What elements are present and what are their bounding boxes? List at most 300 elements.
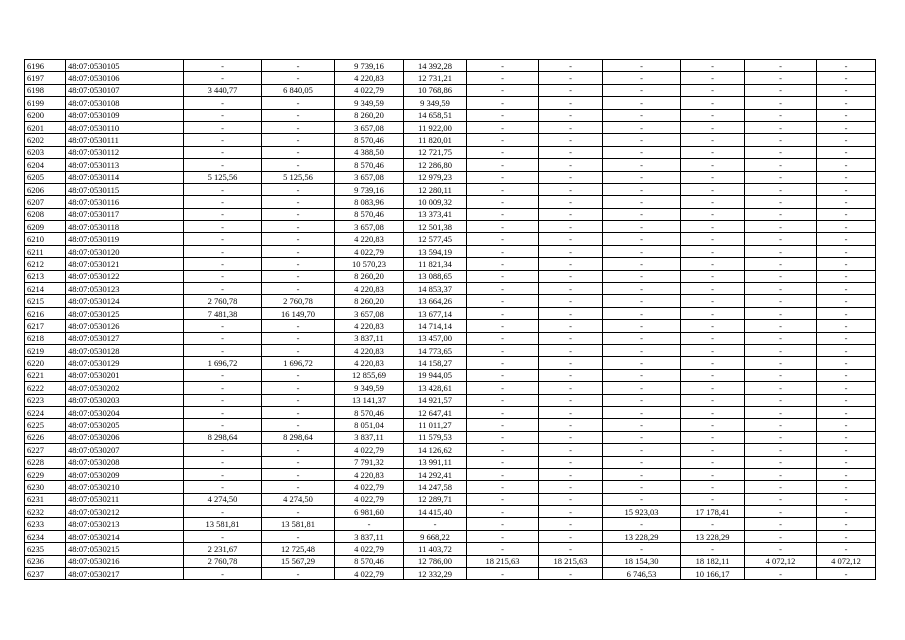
- value-col-4-cell: -: [262, 382, 335, 394]
- row-number-cell: 6210: [25, 233, 66, 245]
- value-col-4-cell: -: [262, 332, 335, 344]
- value-col-11-cell: -: [745, 221, 817, 233]
- value-col-11-cell: -: [745, 357, 817, 369]
- value-col-4-cell: 4 274,50: [262, 493, 335, 505]
- value-col-11-cell: -: [745, 344, 817, 356]
- value-col-7-cell: -: [467, 159, 539, 171]
- value-col-10-cell: -: [681, 134, 745, 146]
- value-col-7-cell: -: [467, 481, 539, 493]
- value-col-5-cell: 4 220,83: [335, 283, 404, 295]
- value-col-7-cell: -: [467, 233, 539, 245]
- value-col-4-cell: -: [262, 121, 335, 133]
- value-col-4-cell: -: [262, 60, 335, 72]
- value-col-9-cell: -: [603, 295, 681, 307]
- value-col-6-cell: 11 011,27: [404, 419, 467, 431]
- value-col-7-cell: -: [467, 431, 539, 443]
- value-col-8-cell: -: [539, 245, 603, 257]
- value-col-12-cell: -: [817, 369, 876, 381]
- value-col-8-cell: -: [539, 134, 603, 146]
- value-col-8-cell: -: [539, 283, 603, 295]
- table-row: [25, 530, 876, 542]
- value-col-3-cell: 2 760,78: [184, 555, 262, 567]
- value-col-9-cell: -: [603, 369, 681, 381]
- value-col-3-cell: -: [184, 468, 262, 480]
- value-col-6-cell: 11 821,34: [404, 258, 467, 270]
- value-col-11-cell: -: [745, 406, 817, 418]
- value-col-6-cell: 14 853,37: [404, 283, 467, 295]
- value-col-11-cell: -: [745, 543, 817, 555]
- value-col-3-cell: -: [184, 270, 262, 282]
- value-col-12-cell: -: [817, 431, 876, 443]
- value-col-6-cell: 12 280,11: [404, 183, 467, 195]
- value-col-7-cell: -: [467, 146, 539, 158]
- value-col-4-cell: -: [262, 109, 335, 121]
- value-col-7-cell: -: [467, 394, 539, 406]
- value-col-3-cell: -: [184, 159, 262, 171]
- value-col-12-cell: -: [817, 159, 876, 171]
- value-col-9-cell: -: [603, 97, 681, 109]
- value-col-12-cell: -: [817, 97, 876, 109]
- value-col-6-cell: 14 415,40: [404, 506, 467, 518]
- value-col-9-cell: 6 746,53: [603, 568, 681, 580]
- value-col-12-cell: -: [817, 109, 876, 121]
- value-col-8-cell: -: [539, 456, 603, 468]
- value-col-10-cell: -: [681, 121, 745, 133]
- table-row: [25, 369, 876, 381]
- cadastral-number-cell: 48:07:0530116: [66, 196, 184, 208]
- row-number-cell: 6237: [25, 568, 66, 580]
- value-col-6-cell: 14 658,51: [404, 109, 467, 121]
- value-col-10-cell: -: [681, 493, 745, 505]
- table-row: [25, 344, 876, 356]
- value-col-5-cell: 4 388,50: [335, 146, 404, 158]
- row-number-cell: 6234: [25, 530, 66, 542]
- value-col-11-cell: -: [745, 506, 817, 518]
- value-col-7-cell: -: [467, 295, 539, 307]
- value-col-10-cell: -: [681, 307, 745, 319]
- table-row: [25, 109, 876, 121]
- value-col-7-cell: -: [467, 468, 539, 480]
- value-col-3-cell: -: [184, 406, 262, 418]
- value-col-9-cell: -: [603, 406, 681, 418]
- value-col-5-cell: 4 022,79: [335, 493, 404, 505]
- value-col-10-cell: -: [681, 270, 745, 282]
- table-row: [25, 258, 876, 270]
- value-col-5-cell: 8 051,04: [335, 419, 404, 431]
- value-col-12-cell: -: [817, 394, 876, 406]
- value-col-7-cell: -: [467, 84, 539, 96]
- cadastral-number-cell: 48:07:0530110: [66, 121, 184, 133]
- value-col-5-cell: 4 022,79: [335, 543, 404, 555]
- value-col-3-cell: -: [184, 481, 262, 493]
- cadastral-number-cell: 48:07:0530207: [66, 444, 184, 456]
- value-col-9-cell: -: [603, 60, 681, 72]
- value-col-8-cell: -: [539, 171, 603, 183]
- value-col-12-cell: -: [817, 382, 876, 394]
- value-col-8-cell: -: [539, 196, 603, 208]
- cadastral-number-cell: 48:07:0530209: [66, 468, 184, 480]
- cadastral-number-cell: 48:07:0530213: [66, 518, 184, 530]
- value-col-5-cell: 10 570,23: [335, 258, 404, 270]
- value-col-9-cell: -: [603, 233, 681, 245]
- value-col-11-cell: -: [745, 283, 817, 295]
- value-col-10-cell: -: [681, 357, 745, 369]
- row-number-cell: 6230: [25, 481, 66, 493]
- value-col-6-cell: 12 332,29: [404, 568, 467, 580]
- value-col-7-cell: -: [467, 307, 539, 319]
- value-col-5-cell: 9 349,59: [335, 382, 404, 394]
- value-col-9-cell: -: [603, 183, 681, 195]
- cadastral-number-cell: 48:07:0530201: [66, 369, 184, 381]
- value-col-12-cell: -: [817, 468, 876, 480]
- value-col-6-cell: 13 991,11: [404, 456, 467, 468]
- value-col-7-cell: -: [467, 97, 539, 109]
- row-number-cell: 6214: [25, 283, 66, 295]
- value-col-8-cell: -: [539, 233, 603, 245]
- value-col-4-cell: 5 125,56: [262, 171, 335, 183]
- row-number-cell: 6215: [25, 295, 66, 307]
- cadastral-number-cell: 48:07:0530128: [66, 344, 184, 356]
- value-col-7-cell: -: [467, 196, 539, 208]
- table-row: [25, 245, 876, 257]
- value-col-7-cell: -: [467, 171, 539, 183]
- cadastral-number-cell: 48:07:0530111: [66, 134, 184, 146]
- cadastral-number-cell: 48:07:0530117: [66, 208, 184, 220]
- value-col-3-cell: 1 696,72: [184, 357, 262, 369]
- value-col-9-cell: -: [603, 357, 681, 369]
- value-col-4-cell: -: [262, 196, 335, 208]
- cadastral-number-cell: 48:07:0530105: [66, 60, 184, 72]
- value-col-10-cell: -: [681, 431, 745, 443]
- value-col-4-cell: 13 581,81: [262, 518, 335, 530]
- value-col-12-cell: -: [817, 121, 876, 133]
- value-col-8-cell: -: [539, 344, 603, 356]
- value-col-4-cell: -: [262, 233, 335, 245]
- value-col-10-cell: -: [681, 159, 745, 171]
- value-col-9-cell: -: [603, 283, 681, 295]
- value-col-11-cell: -: [745, 332, 817, 344]
- value-col-7-cell: -: [467, 543, 539, 555]
- value-col-9-cell: -: [603, 332, 681, 344]
- value-col-9-cell: -: [603, 221, 681, 233]
- value-col-7-cell: -: [467, 283, 539, 295]
- value-col-12-cell: -: [817, 344, 876, 356]
- value-col-8-cell: -: [539, 84, 603, 96]
- value-col-5-cell: 8 260,20: [335, 295, 404, 307]
- value-col-5-cell: 4 220,83: [335, 72, 404, 84]
- value-col-11-cell: -: [745, 146, 817, 158]
- value-col-8-cell: -: [539, 481, 603, 493]
- value-col-3-cell: -: [184, 109, 262, 121]
- value-col-3-cell: 5 125,56: [184, 171, 262, 183]
- row-number-cell: 6204: [25, 159, 66, 171]
- row-number-cell: 6212: [25, 258, 66, 270]
- value-col-3-cell: -: [184, 394, 262, 406]
- value-col-3-cell: -: [184, 283, 262, 295]
- value-col-11-cell: -: [745, 196, 817, 208]
- value-col-7-cell: -: [467, 382, 539, 394]
- value-col-4-cell: -: [262, 258, 335, 270]
- value-col-5-cell: 4 022,79: [335, 84, 404, 96]
- value-col-9-cell: -: [603, 468, 681, 480]
- value-col-8-cell: -: [539, 568, 603, 580]
- row-number-cell: 6202: [25, 134, 66, 146]
- value-col-8-cell: -: [539, 307, 603, 319]
- value-col-3-cell: -: [184, 208, 262, 220]
- value-col-4-cell: -: [262, 134, 335, 146]
- cadastral-number-cell: 48:07:0530214: [66, 530, 184, 542]
- value-col-8-cell: -: [539, 332, 603, 344]
- cadastral-number-cell: 48:07:0530118: [66, 221, 184, 233]
- value-col-6-cell: 19 944,05: [404, 369, 467, 381]
- value-col-7-cell: -: [467, 320, 539, 332]
- value-col-7-cell: -: [467, 456, 539, 468]
- value-col-4-cell: -: [262, 344, 335, 356]
- value-col-6-cell: 13 088,65: [404, 270, 467, 282]
- table-row: [25, 270, 876, 282]
- value-col-8-cell: -: [539, 530, 603, 542]
- value-col-12-cell: -: [817, 493, 876, 505]
- value-col-6-cell: 14 773,65: [404, 344, 467, 356]
- value-col-6-cell: 13 677,14: [404, 307, 467, 319]
- value-col-4-cell: -: [262, 568, 335, 580]
- value-col-10-cell: -: [681, 419, 745, 431]
- value-col-12-cell: -: [817, 406, 876, 418]
- value-col-11-cell: -: [745, 97, 817, 109]
- value-col-11-cell: -: [745, 518, 817, 530]
- value-col-5-cell: 8 570,46: [335, 406, 404, 418]
- value-col-12-cell: -: [817, 60, 876, 72]
- value-col-12-cell: -: [817, 72, 876, 84]
- value-col-12-cell: -: [817, 543, 876, 555]
- row-number-cell: 6207: [25, 196, 66, 208]
- row-number-cell: 6208: [25, 208, 66, 220]
- value-col-6-cell: 13 457,00: [404, 332, 467, 344]
- value-col-11-cell: -: [745, 84, 817, 96]
- value-col-3-cell: -: [184, 568, 262, 580]
- cadastral-number-cell: 48:07:0530107: [66, 84, 184, 96]
- value-col-8-cell: -: [539, 183, 603, 195]
- data-table: [24, 59, 876, 580]
- value-col-3-cell: -: [184, 444, 262, 456]
- value-col-3-cell: -: [184, 221, 262, 233]
- value-col-10-cell: -: [681, 283, 745, 295]
- value-col-5-cell: 7 791,32: [335, 456, 404, 468]
- value-col-5-cell: 3 657,08: [335, 121, 404, 133]
- value-col-8-cell: -: [539, 320, 603, 332]
- value-col-9-cell: -: [603, 493, 681, 505]
- value-col-3-cell: 4 274,50: [184, 493, 262, 505]
- value-col-8-cell: -: [539, 369, 603, 381]
- value-col-12-cell: -: [817, 320, 876, 332]
- value-col-9-cell: -: [603, 134, 681, 146]
- value-col-11-cell: -: [745, 159, 817, 171]
- value-col-12-cell: -: [817, 221, 876, 233]
- value-col-5-cell: 8 260,20: [335, 109, 404, 121]
- value-col-9-cell: -: [603, 208, 681, 220]
- row-number-cell: 6226: [25, 431, 66, 443]
- value-col-3-cell: -: [184, 506, 262, 518]
- value-col-12-cell: -: [817, 270, 876, 282]
- value-col-12-cell: -: [817, 332, 876, 344]
- value-col-8-cell: -: [539, 159, 603, 171]
- value-col-3-cell: 7 481,38: [184, 307, 262, 319]
- cadastral-number-cell: 48:07:0530129: [66, 357, 184, 369]
- value-col-11-cell: -: [745, 245, 817, 257]
- row-number-cell: 6236: [25, 555, 66, 567]
- value-col-12-cell: -: [817, 444, 876, 456]
- value-col-5-cell: 4 022,79: [335, 245, 404, 257]
- value-col-6-cell: -: [404, 518, 467, 530]
- value-col-7-cell: -: [467, 344, 539, 356]
- value-col-9-cell: -: [603, 196, 681, 208]
- value-col-9-cell: -: [603, 481, 681, 493]
- value-col-10-cell: -: [681, 258, 745, 270]
- value-col-10-cell: 10 166,17: [681, 568, 745, 580]
- table-row: [25, 332, 876, 344]
- value-col-9-cell: 15 923,03: [603, 506, 681, 518]
- row-number-cell: 6220: [25, 357, 66, 369]
- value-col-7-cell: 18 215,63: [467, 555, 539, 567]
- value-col-7-cell: -: [467, 419, 539, 431]
- value-col-4-cell: -: [262, 283, 335, 295]
- value-col-8-cell: 18 215,63: [539, 555, 603, 567]
- value-col-4-cell: -: [262, 444, 335, 456]
- value-col-6-cell: 14 392,28: [404, 60, 467, 72]
- value-col-12-cell: -: [817, 208, 876, 220]
- value-col-3-cell: -: [184, 97, 262, 109]
- table-row: [25, 159, 876, 171]
- value-col-6-cell: 14 247,58: [404, 481, 467, 493]
- value-col-11-cell: -: [745, 233, 817, 245]
- value-col-4-cell: -: [262, 369, 335, 381]
- value-col-11-cell: -: [745, 208, 817, 220]
- table-row: [25, 283, 876, 295]
- value-col-9-cell: -: [603, 431, 681, 443]
- value-col-9-cell: -: [603, 84, 681, 96]
- value-col-10-cell: -: [681, 518, 745, 530]
- value-col-4-cell: 8 298,64: [262, 431, 335, 443]
- value-col-11-cell: 4 072,12: [745, 555, 817, 567]
- value-col-7-cell: -: [467, 221, 539, 233]
- value-col-12-cell: -: [817, 456, 876, 468]
- value-col-7-cell: -: [467, 109, 539, 121]
- row-number-cell: 6209: [25, 221, 66, 233]
- value-col-6-cell: 10 768,86: [404, 84, 467, 96]
- value-col-11-cell: -: [745, 307, 817, 319]
- value-col-4-cell: -: [262, 506, 335, 518]
- value-col-4-cell: -: [262, 406, 335, 418]
- value-col-12-cell: -: [817, 419, 876, 431]
- table-row: [25, 307, 876, 319]
- value-col-5-cell: 13 141,37: [335, 394, 404, 406]
- value-col-6-cell: 11 820,01: [404, 134, 467, 146]
- value-col-7-cell: -: [467, 258, 539, 270]
- table-body: [25, 60, 876, 580]
- value-col-10-cell: -: [681, 72, 745, 84]
- row-number-cell: 6203: [25, 146, 66, 158]
- value-col-8-cell: -: [539, 146, 603, 158]
- value-col-3-cell: -: [184, 134, 262, 146]
- value-col-10-cell: -: [681, 444, 745, 456]
- cadastral-number-cell: 48:07:0530114: [66, 171, 184, 183]
- cadastral-number-cell: 48:07:0530217: [66, 568, 184, 580]
- value-col-3-cell: -: [184, 369, 262, 381]
- value-col-6-cell: 12 786,00: [404, 555, 467, 567]
- row-number-cell: 6206: [25, 183, 66, 195]
- value-col-3-cell: -: [184, 456, 262, 468]
- value-col-8-cell: -: [539, 506, 603, 518]
- value-col-3-cell: -: [184, 196, 262, 208]
- cadastral-number-cell: 48:07:0530124: [66, 295, 184, 307]
- value-col-9-cell: -: [603, 344, 681, 356]
- value-col-11-cell: -: [745, 530, 817, 542]
- value-col-10-cell: -: [681, 295, 745, 307]
- value-col-11-cell: -: [745, 468, 817, 480]
- table-row: [25, 196, 876, 208]
- value-col-5-cell: 4 022,79: [335, 444, 404, 456]
- table-row: [25, 60, 876, 72]
- value-col-6-cell: 12 286,80: [404, 159, 467, 171]
- value-col-11-cell: -: [745, 134, 817, 146]
- value-col-8-cell: -: [539, 468, 603, 480]
- value-col-4-cell: -: [262, 530, 335, 542]
- value-col-7-cell: -: [467, 369, 539, 381]
- table-row: [25, 506, 876, 518]
- value-col-8-cell: -: [539, 60, 603, 72]
- value-col-5-cell: 8 260,20: [335, 270, 404, 282]
- cadastral-number-cell: 48:07:0530127: [66, 332, 184, 344]
- value-col-5-cell: 8 570,46: [335, 555, 404, 567]
- value-col-10-cell: -: [681, 146, 745, 158]
- value-col-4-cell: -: [262, 208, 335, 220]
- value-col-12-cell: -: [817, 518, 876, 530]
- value-col-8-cell: -: [539, 493, 603, 505]
- value-col-8-cell: -: [539, 295, 603, 307]
- value-col-3-cell: 2 760,78: [184, 295, 262, 307]
- row-number-cell: 6223: [25, 394, 66, 406]
- value-col-8-cell: -: [539, 543, 603, 555]
- value-col-5-cell: 8 570,46: [335, 159, 404, 171]
- value-col-9-cell: -: [603, 146, 681, 158]
- value-col-6-cell: 11 579,53: [404, 431, 467, 443]
- value-col-11-cell: -: [745, 60, 817, 72]
- value-col-3-cell: -: [184, 183, 262, 195]
- value-col-12-cell: -: [817, 196, 876, 208]
- value-col-6-cell: 12 577,45: [404, 233, 467, 245]
- value-col-9-cell: -: [603, 121, 681, 133]
- value-col-5-cell: 9 739,16: [335, 60, 404, 72]
- value-col-9-cell: -: [603, 419, 681, 431]
- value-col-11-cell: -: [745, 456, 817, 468]
- value-col-12-cell: -: [817, 357, 876, 369]
- value-col-8-cell: -: [539, 208, 603, 220]
- value-col-6-cell: 12 731,21: [404, 72, 467, 84]
- value-col-10-cell: -: [681, 109, 745, 121]
- value-col-8-cell: -: [539, 97, 603, 109]
- value-col-7-cell: -: [467, 506, 539, 518]
- table-row: [25, 295, 876, 307]
- value-col-3-cell: -: [184, 382, 262, 394]
- value-col-6-cell: 14 714,14: [404, 320, 467, 332]
- value-col-10-cell: -: [681, 406, 745, 418]
- value-col-11-cell: -: [745, 109, 817, 121]
- value-col-4-cell: 16 149,70: [262, 307, 335, 319]
- table-row: [25, 84, 876, 96]
- value-col-6-cell: 13 594,19: [404, 245, 467, 257]
- value-col-7-cell: -: [467, 568, 539, 580]
- value-col-9-cell: -: [603, 245, 681, 257]
